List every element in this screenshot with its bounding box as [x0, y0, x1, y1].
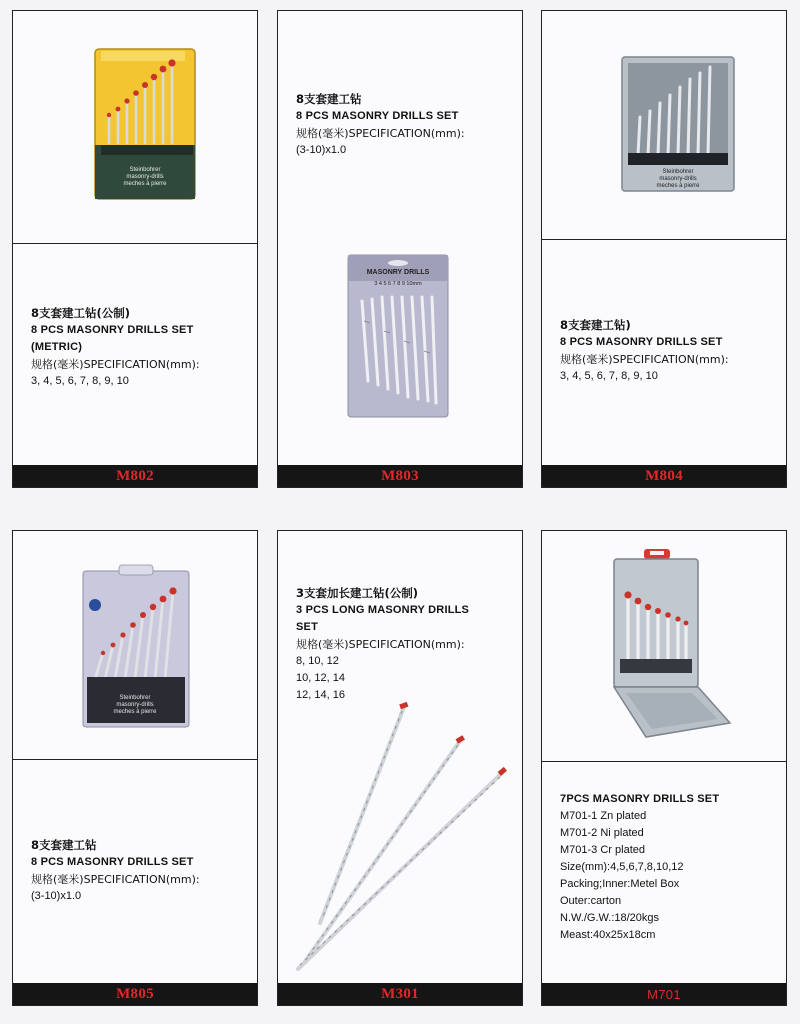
spec-label: 规格(毫米)SPECIFICATION(mm): — [31, 358, 200, 371]
title-english: 8 PCS MASONRY DRILLS SET — [31, 856, 194, 868]
card-divider — [542, 239, 786, 240]
product-photo-m301 — [284, 701, 514, 981]
card-divider — [542, 761, 786, 762]
product-description — [31, 837, 251, 905]
spec-label: 规格(毫米)SPECIFICATION(mm): — [560, 353, 729, 366]
product-photo-m803 — [344, 251, 454, 421]
spec-line: M701-3 Cr plated — [560, 844, 645, 856]
product-card-m803 — [277, 10, 523, 488]
spec-label: 规格(毫米)SPECIFICATION(mm): — [296, 638, 465, 651]
package-text: MASONRY DRILLS — [366, 269, 430, 276]
product-description — [560, 317, 780, 385]
model-bar — [278, 465, 522, 487]
package-text: masonry-drills — [659, 176, 697, 182]
spec-value: 8, 10, 12 — [296, 655, 339, 667]
package-text: masonry-drills — [116, 702, 154, 708]
spec-value: 3, 4, 5, 6, 7, 8, 9, 10 — [31, 375, 129, 387]
product-card-m301 — [277, 530, 523, 1006]
model-bar — [13, 983, 257, 1005]
model-code: M301 — [381, 985, 419, 1002]
product-card-m802 — [12, 10, 258, 488]
title-chinese: 8支套建工钻 — [296, 92, 362, 106]
title-english-cont: (METRIC) — [31, 341, 83, 353]
product-card-m701 — [541, 530, 787, 1006]
package-text: 3 4 5 6 7 8 9 10mm — [374, 281, 422, 287]
product-card-m804 — [541, 10, 787, 488]
spec-label: 规格(毫米)SPECIFICATION(mm): — [296, 127, 465, 140]
model-bar — [278, 983, 522, 1005]
title-english: 8 PCS MASONRY DRILLS SET — [296, 110, 459, 122]
model-bar — [13, 465, 257, 487]
product-description — [296, 91, 516, 159]
card-divider — [13, 759, 257, 760]
title-english: 7PCS MASONRY DRILLS SET — [560, 793, 720, 805]
spec-label: 规格(毫米)SPECIFICATION(mm): — [31, 873, 200, 886]
spec-line: M701-2 Ni plated — [560, 827, 644, 839]
spec-line: Size(mm):4,5,6,7,8,10,12 — [560, 861, 684, 873]
spec-line: Outer:carton — [560, 895, 622, 907]
package-text: Steinbohrer — [129, 167, 161, 173]
product-description — [296, 585, 516, 704]
product-photo-m804 — [618, 55, 738, 195]
model-code: M803 — [381, 467, 419, 484]
model-code: M805 — [116, 985, 154, 1002]
spec-value: 3, 4, 5, 6, 7, 8, 9, 10 — [560, 370, 658, 382]
package-text: meches à pierre — [113, 709, 157, 715]
model-code: M802 — [116, 467, 154, 484]
card-divider — [13, 243, 257, 244]
spec-value: 10, 12, 14 — [296, 672, 345, 684]
spec-line: Meast:40x25x18cm — [560, 929, 656, 941]
model-code: M701 — [647, 986, 681, 1002]
spec-line: M701-1 Zn plated — [560, 810, 647, 822]
model-code: M804 — [645, 467, 683, 484]
title-chinese: 3支套加长建工钻(公制) — [296, 586, 419, 600]
spec-line: Packing;Inner:Metel Box — [560, 878, 680, 890]
spec-line: N.W./G.W.:18/20kgs — [560, 912, 660, 924]
title-english-cont: SET — [296, 621, 318, 633]
package-text: Steinbohrer — [662, 169, 694, 175]
package-text: meches à pierre — [656, 183, 700, 189]
product-description — [560, 791, 780, 944]
package-text: Steinbohrer — [119, 695, 151, 701]
title-chinese: 8支套建工钻) — [560, 318, 631, 332]
title-english: 8 PCS MASONRY DRILLS SET — [31, 324, 194, 336]
package-text: masonry-drills — [126, 174, 164, 180]
title-chinese: 8支套建工钻(公制) — [31, 306, 131, 320]
title-chinese: 8支套建工钻 — [31, 838, 97, 852]
product-description — [31, 305, 251, 390]
spec-value: 12, 14, 16 — [296, 689, 345, 701]
product-photo-m802 — [87, 45, 207, 205]
product-photo-m805 — [77, 561, 197, 731]
package-text: meches à pierre — [123, 181, 167, 187]
spec-value: (3-10)x1.0 — [296, 144, 347, 156]
model-bar — [542, 465, 786, 487]
spec-value: (3-10)x1.0 — [31, 890, 82, 902]
product-photo-m701 — [606, 547, 736, 747]
title-english: 3 PCS LONG MASONRY DRILLS — [296, 604, 470, 616]
title-english: 8 PCS MASONRY DRILLS SET — [560, 336, 723, 348]
model-bar — [542, 983, 786, 1005]
product-card-m805 — [12, 530, 258, 1006]
